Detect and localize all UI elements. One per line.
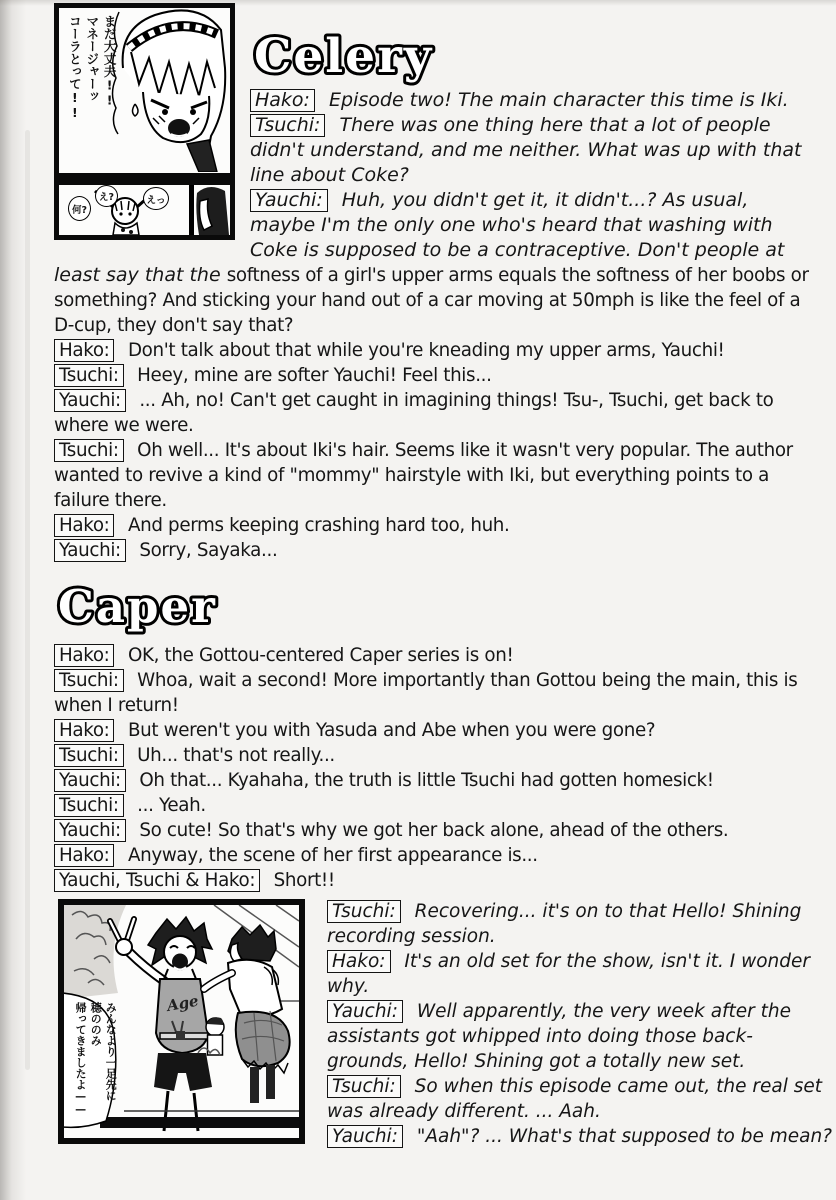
dialogue-text: Anyway, the scene of her first appearance is...: [127, 845, 538, 866]
dialogue-text: But weren't you with Yasuda and Abe when you were gone?: [127, 720, 656, 741]
speech-bubble-text: 何?: [71, 204, 87, 216]
dialogue-text-continued: softness of a girl's upper arms equals the softness of her boobs or something? And sticking your hand out of a car moving at 50mph is like the feel of a D-cup, they don't say that?: [54, 265, 809, 336]
speech-bubble-text: え?: [98, 192, 114, 203]
dialogue-text: Episode two! The main character this time is Iki.: [329, 89, 789, 111]
top-manga-panel: [54, 3, 235, 240]
dialogue-text: Short!!: [273, 870, 335, 891]
speech-bubble: [143, 187, 169, 210]
speaker-label: Hako:: [54, 844, 114, 867]
dialogue-line: [327, 1074, 832, 1124]
speaker-label-group: Yauchi, Tsuchi & Hako:: [54, 869, 260, 892]
speaker-label: Yauchi:: [327, 1125, 403, 1148]
speaker-label: Hako:: [54, 339, 114, 362]
dialogue-line: [54, 338, 812, 363]
dialogue-line: [327, 1124, 832, 1149]
speaker-label: Tsuchi:: [327, 900, 401, 923]
speaker-label: Hako:: [327, 950, 391, 973]
dialogue-text: ... Yeah.: [137, 795, 206, 816]
dialogue-line: [54, 643, 812, 668]
section-title-celery: Celery: [254, 29, 434, 84]
dialogue-text: Don't talk about that while you're kneading my upper arms, Yauchi!: [127, 340, 725, 361]
speech-bubble: [68, 196, 91, 221]
vertical-speech-line: コーラとって!!: [67, 15, 83, 120]
vertical-caption-line: 穂ののみ: [89, 1002, 103, 1046]
dialogue-line: [327, 949, 832, 999]
speaker-label: Tsuchi:: [54, 744, 124, 767]
vertical-caption-text: [71, 1002, 116, 1120]
dialogue-text: ... Ah, no! Can't get caught in imagining things! Tsu-, Tsuchi, get back to where we were.: [54, 390, 774, 436]
speaker-label: Hako:: [54, 514, 114, 537]
dialogue-text: Whoa, wait a second! More importantly than Gottou being the main, this is when I return!: [54, 670, 798, 716]
dialogue-text: Huh, you didn't get it, it didn't...? As usual, maybe I'm the only one who's heard that washing with Coke is supposed to be a contraceptive. Don't people at least say that the: [54, 189, 785, 286]
caper-title-block: [54, 563, 812, 643]
dialogue-line: [54, 768, 812, 793]
speaker-label: Yauchi:: [54, 539, 126, 562]
dialogue-line: [54, 743, 812, 768]
vertical-speech-line: まだ大丈夫!!: [102, 15, 118, 108]
section-celery: [0, 0, 836, 563]
celery-title-art: [250, 22, 550, 86]
dialogue-text: So when this episode came out, the real set was already different. ... Aah.: [327, 1076, 823, 1122]
dialogue-line: [54, 843, 812, 868]
dialogue-line: [54, 818, 812, 843]
vertical-caption-line: 帰ってきましたよ——: [74, 1002, 88, 1116]
dialogue-line: [54, 868, 812, 893]
speaker-label: Tsuchi:: [54, 439, 124, 462]
speech-bubble-text: えっ: [146, 194, 166, 206]
dialogue-text: "Aah"? ... What's that supposed to be mean?: [416, 1126, 833, 1147]
dialogue-line: [54, 668, 812, 718]
dialogue-line: [54, 538, 812, 563]
speaker-label: Tsuchi:: [54, 794, 124, 817]
dialogue-line: [54, 363, 812, 388]
dialogue-text: It's an old set for the show, isn't it. I wonder why.: [327, 951, 810, 997]
speaker-label: Yauchi:: [54, 769, 126, 792]
section-title-caper: Caper: [58, 580, 217, 633]
speaker-label: Yauchi:: [54, 819, 126, 842]
dialogue-text: Heey, mine are softer Yauchi! Feel this...: [137, 365, 492, 386]
bottom-manga-panel: [58, 899, 305, 1144]
dialogue-text: Well apparently, the very week after the assistants got whipped into doing those back- grounds, Hello! Shining got a totally new set.: [327, 1001, 792, 1072]
speaker-label: Yauchi:: [54, 389, 126, 412]
dialogue-text: So cute! So that's why we got her back alone, ahead of the others.: [139, 820, 729, 841]
caper-title-art: [54, 575, 294, 635]
dialogue-text: Sorry, Sayaka...: [139, 540, 278, 561]
speaker-label: Tsuchi:: [250, 114, 325, 137]
dialogue-text: OK, the Gottou-centered Caper series is on!: [127, 645, 514, 666]
speaker-label: Hako:: [54, 719, 114, 742]
dialogue-line: [54, 793, 812, 818]
dialogue-line: [54, 438, 812, 513]
speaker-label: Hako:: [250, 89, 315, 112]
speaker-label: Tsuchi:: [54, 669, 124, 692]
speech-bubble: [95, 185, 118, 207]
dialogue-text: Oh well... It's about Iki's hair. Seems like it wasn't very popular. The author wanted to revive a kind of "mommy" hairstyle with Iki, but everything points to a failure there.: [54, 440, 793, 511]
shirt-print-text: Age: [165, 991, 200, 1015]
speaker-label: Tsuchi:: [54, 364, 124, 387]
vertical-caption-line: みんなより一足先に: [104, 1002, 118, 1101]
dialogue-text: Uh... that's not really...: [137, 745, 335, 766]
dialogue-text: Oh that... Kyahaha, the truth is little Tsuchi had gotten homesick!: [139, 770, 714, 791]
section-caper: [0, 563, 836, 893]
speaker-label: Yauchi:: [327, 1000, 403, 1023]
dialogue-text: Recovering... it's on to that Hello! Shining recording session.: [327, 901, 802, 947]
dialogue-text: There was one thing here that a lot of people didn't understand, and me neither. What was up with that line about Coke?: [250, 114, 802, 186]
dialogue-line: [54, 513, 812, 538]
section-caper-continued: [0, 899, 836, 1149]
bottom-dialogue-column: [327, 899, 832, 1149]
vertical-speech-text: [64, 15, 116, 167]
dialogue-line: [54, 718, 812, 743]
dialogue-text: And perms keeping crashing hard too, huh.: [127, 515, 510, 536]
vertical-speech-line: マネージャーッ: [84, 15, 100, 103]
dialogue-line: [327, 899, 832, 949]
speaker-label: Yauchi:: [250, 189, 328, 212]
speaker-label: Hako:: [54, 644, 114, 667]
dialogue-line: [327, 999, 832, 1074]
panel-gutter-bar: [59, 173, 230, 185]
speaker-label: Tsuchi:: [327, 1075, 401, 1098]
dialogue-line: [54, 388, 812, 438]
